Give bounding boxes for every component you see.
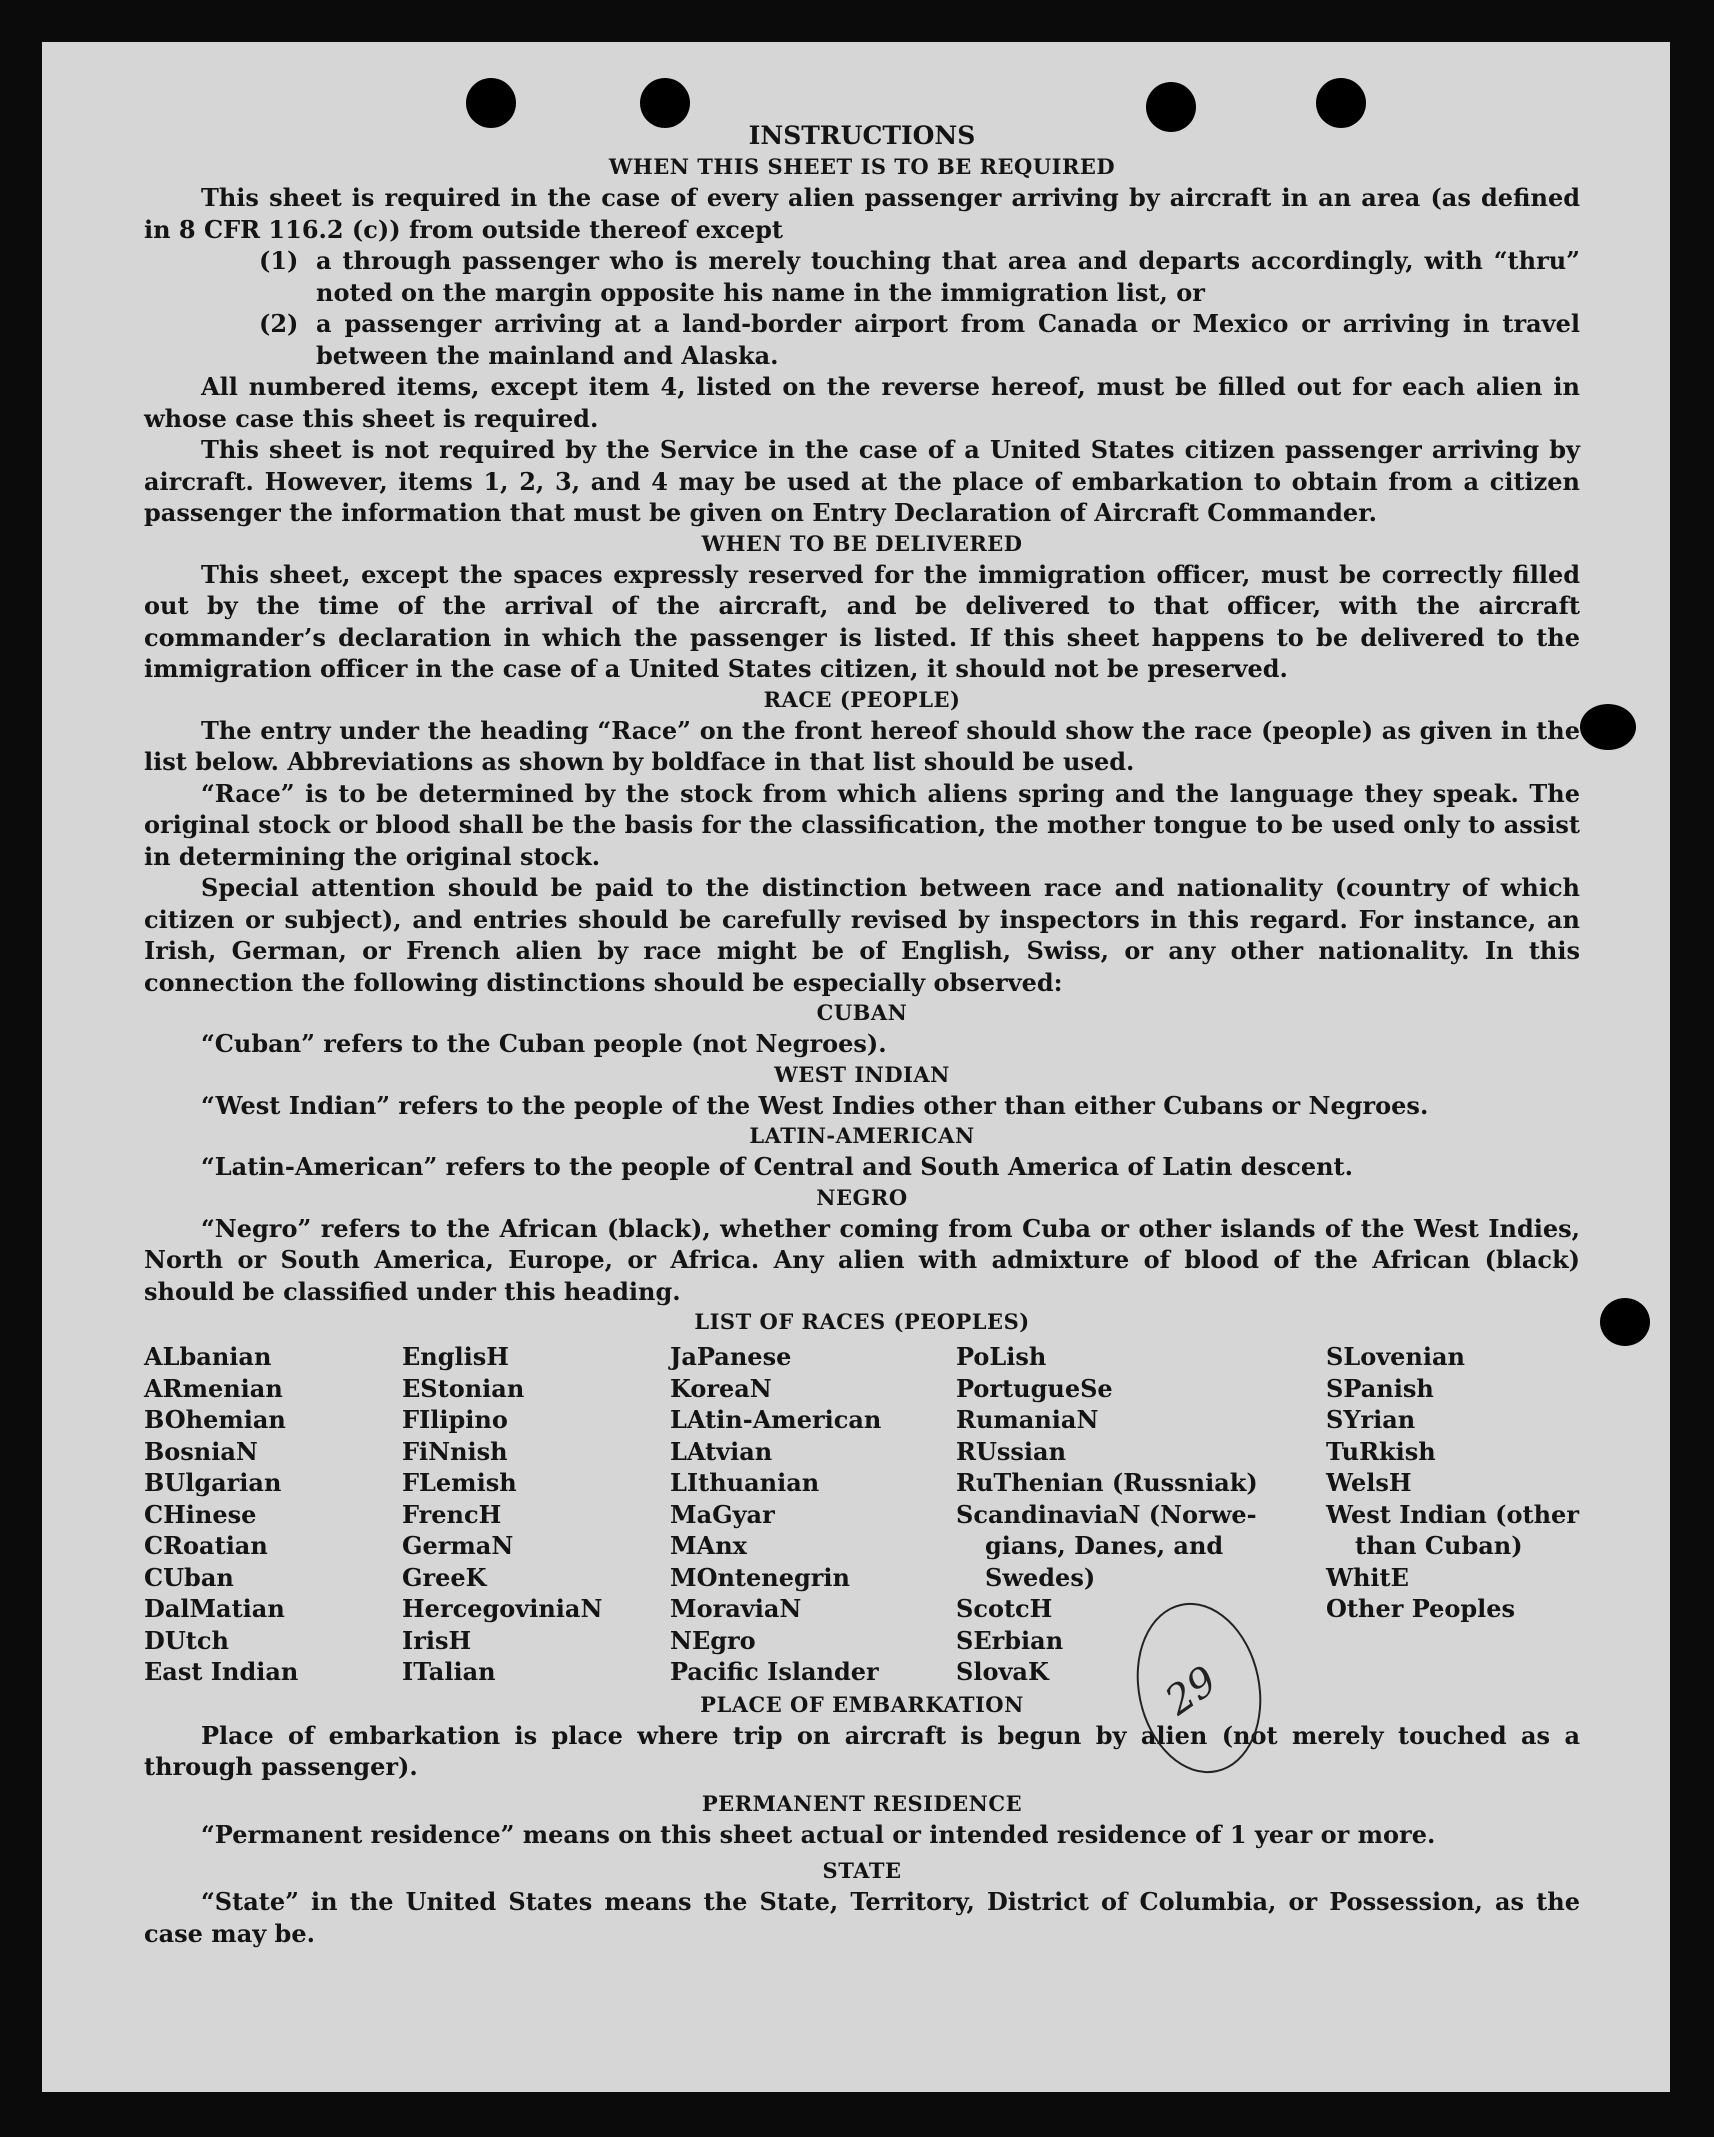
race-column bbox=[956, 1341, 1326, 1688]
exception-item bbox=[259, 245, 1580, 308]
race-item: HercegoviniaN bbox=[402, 1594, 603, 1623]
race-item: RuThenian (Russniak) bbox=[956, 1468, 1258, 1497]
race-paragraph-1: The entry under the heading “Race” on the front hereof should show the race (people) as given in the list below. Abbreviations as shown by boldface in that list should be used. bbox=[144, 715, 1580, 776]
race-item: CHinese bbox=[144, 1499, 257, 1529]
race-item: TuRkish bbox=[1326, 1436, 1436, 1466]
race-item: DalMatian bbox=[144, 1594, 285, 1623]
heading-cuban: CUBAN bbox=[816, 1000, 908, 1025]
numbered-items-paragraph: All numbered items, except item 4, listed on the reverse hereof, must be filled out for each alien in whose case this sheet is required. bbox=[144, 372, 1580, 433]
race-item: LIthuanian bbox=[670, 1468, 820, 1497]
race-item: FrencH bbox=[402, 1499, 502, 1529]
race-item: IrisH bbox=[402, 1625, 472, 1655]
heading-west-indian: WEST INDIAN bbox=[774, 1061, 950, 1087]
heading-state: STATE bbox=[822, 1858, 902, 1883]
race-item: SLovenian bbox=[1326, 1342, 1465, 1371]
race-item: ARmenian bbox=[144, 1373, 283, 1403]
race-item: ScotcH bbox=[956, 1594, 1053, 1623]
embarkation-text: Place of embarkation is place where trip on aircraft is begun by alien (not merely touched as a through passenger). bbox=[144, 1720, 1580, 1781]
race-item: CUban bbox=[144, 1562, 234, 1592]
race-item: EStonian bbox=[402, 1373, 525, 1403]
when-required-intro: This sheet is required in the case of every alien passenger arriving by aircraft in an area (as defined in 8 CFR 116.2 (c)) from outside thereof except bbox=[144, 183, 1580, 244]
race-item: FiNnish bbox=[402, 1436, 508, 1466]
race-item: West Indian (other bbox=[1326, 1499, 1579, 1529]
race-column bbox=[670, 1341, 956, 1688]
race-item: RUssian bbox=[956, 1436, 1067, 1466]
race-item: than Cuban) bbox=[1355, 1531, 1523, 1560]
race-item: NEgro bbox=[670, 1625, 756, 1655]
race-item: ITalian bbox=[402, 1657, 496, 1686]
heading-when-required: WHEN THIS SHEET IS TO BE REQUIRED bbox=[608, 154, 1116, 179]
handwritten-number: 29 bbox=[1157, 1657, 1226, 1725]
race-item: LAtin-American bbox=[670, 1405, 882, 1434]
race-item: BOhemian bbox=[144, 1405, 286, 1434]
punch-hole bbox=[1580, 704, 1636, 750]
race-item: FIlipino bbox=[402, 1405, 508, 1434]
race-paragraph-3: Special attention should be paid to the distinction between race and nationality (country of which citizen or subject), and entries should be carefully revised by inspectors in this regard. For instance, an Irish, German, or French alien by race might be of English, Swiss, or any other nationality. In this connection the following distinctions should be especially observed: bbox=[144, 873, 1580, 997]
race-item: FLemish bbox=[402, 1468, 517, 1497]
race-item: KoreaN bbox=[670, 1373, 772, 1403]
race-list bbox=[144, 1341, 1580, 1688]
item-number: (1) bbox=[259, 246, 299, 275]
when-delivered-text: This sheet, except the spaces expressly reserved for the immigration officer, must be correctly filled out by the time of the arrival of the aircraft, and be delivered to that officer, with the aircraft commander’s declaration in which the passenger is listed. If this sheet happens to be delivered to the immigration officer in the case of a United States citizen, it should not be preserved. bbox=[144, 559, 1580, 683]
race-item: ScandinaviaN (Norwe- bbox=[956, 1499, 1257, 1529]
race-item: GermaN bbox=[402, 1531, 514, 1560]
item-number: (2) bbox=[259, 309, 299, 338]
page-title: INSTRUCTIONS bbox=[748, 121, 976, 150]
race-item: DUtch bbox=[144, 1625, 229, 1655]
race-column bbox=[144, 1341, 402, 1688]
race-item: ALbanian bbox=[144, 1342, 272, 1371]
race-item: JaPanese bbox=[670, 1342, 792, 1371]
race-paragraph-2: “Race” is to be determined by the stock from which aliens spring and the language they speak. The original stock or blood shall be the basis for the classification, the mother tongue to be used only to assist in determining the original stock. bbox=[144, 778, 1580, 871]
race-item: MaGyar bbox=[670, 1499, 775, 1529]
citizen-paragraph: This sheet is not required by the Service in the case of a United States citizen passenger arriving by aircraft. However, items 1, 2, 3, and 4 may be used at the place of embarkation to obtain from a citizen passenger the information that must be given on Entry Declaration of Aircraft Commander. bbox=[144, 435, 1580, 527]
heading-list-of-races: LIST OF RACES (PEOPLES) bbox=[694, 1309, 1030, 1334]
race-column bbox=[1326, 1341, 1580, 1688]
race-item: BosniaN bbox=[144, 1436, 258, 1466]
race-item: RumaniaN bbox=[956, 1405, 1099, 1434]
race-item: gians, Danes, and bbox=[985, 1531, 1224, 1560]
west-indian-text: “West Indian” refers to the people of the West Indies other than either Cubans or Negroes. bbox=[201, 1090, 1429, 1120]
residence-text: “Permanent residence” means on this sheet actual or intended residence of 1 year or more. bbox=[201, 1819, 1436, 1849]
heading-negro: NEGRO bbox=[816, 1184, 908, 1210]
race-item: LAtvian bbox=[670, 1436, 773, 1466]
latin-american-text: “Latin-American” refers to the people of Central and South America of Latin descent. bbox=[201, 1152, 1353, 1181]
race-column bbox=[402, 1341, 670, 1688]
race-item: MAnx bbox=[670, 1531, 747, 1560]
race-item: SYrian bbox=[1326, 1405, 1416, 1434]
race-item: EnglisH bbox=[402, 1342, 509, 1371]
race-item: MOntenegrin bbox=[670, 1562, 850, 1592]
heading-latin-american: LATIN-AMERICAN bbox=[749, 1123, 975, 1148]
heading-permanent-residence: PERMANENT RESIDENCE bbox=[701, 1790, 1023, 1816]
negro-text: “Negro” refers to the African (black), whether coming from Cuba or other islands of the West Indies, North or South America, Europe, or Africa. Any alien with admixture of blood of the African (black) should be classified under this heading. bbox=[144, 1213, 1580, 1306]
race-item: CRoatian bbox=[144, 1531, 268, 1560]
race-item: PortugueSe bbox=[956, 1373, 1113, 1403]
race-item: SlovaK bbox=[956, 1657, 1049, 1686]
race-item: Other Peoples bbox=[1326, 1594, 1516, 1623]
race-item: PoLish bbox=[956, 1342, 1047, 1371]
document-sheet bbox=[42, 42, 1670, 2092]
race-item: East Indian bbox=[144, 1657, 299, 1686]
race-item: MoraviaN bbox=[670, 1594, 802, 1623]
item-text: a through passenger who is merely touching that area and departs accordingly, with “thru” noted on the margin opposite his name in the immigration list, or bbox=[316, 246, 1580, 307]
race-item: WhitE bbox=[1326, 1562, 1409, 1592]
cuban-text: “Cuban” refers to the Cuban people (not Negroes). bbox=[201, 1029, 887, 1058]
race-item: SPanish bbox=[1326, 1373, 1434, 1403]
race-item: SErbian bbox=[956, 1625, 1064, 1655]
state-text: “State” in the United States means the State, Territory, District of Columbia, or Possession, as the case may be. bbox=[144, 1887, 1580, 1948]
punch-hole bbox=[1600, 1298, 1650, 1346]
race-item: Swedes) bbox=[985, 1562, 1096, 1592]
race-item: Pacific Islander bbox=[670, 1657, 879, 1686]
exception-item bbox=[259, 308, 1580, 371]
race-item: GreeK bbox=[402, 1562, 487, 1592]
heading-when-delivered: WHEN TO BE DELIVERED bbox=[701, 530, 1023, 556]
race-item: BUlgarian bbox=[144, 1468, 282, 1497]
heading-embarkation: PLACE OF EMBARKATION bbox=[700, 1691, 1024, 1717]
race-item: WelsH bbox=[1326, 1468, 1412, 1497]
heading-race: RACE (PEOPLE) bbox=[763, 686, 961, 712]
item-text: a passenger arriving at a land-border airport from Canada or Mexico or arriving in travel between the mainland and Alaska. bbox=[316, 309, 1580, 370]
instructions-content bbox=[144, 120, 1580, 1949]
